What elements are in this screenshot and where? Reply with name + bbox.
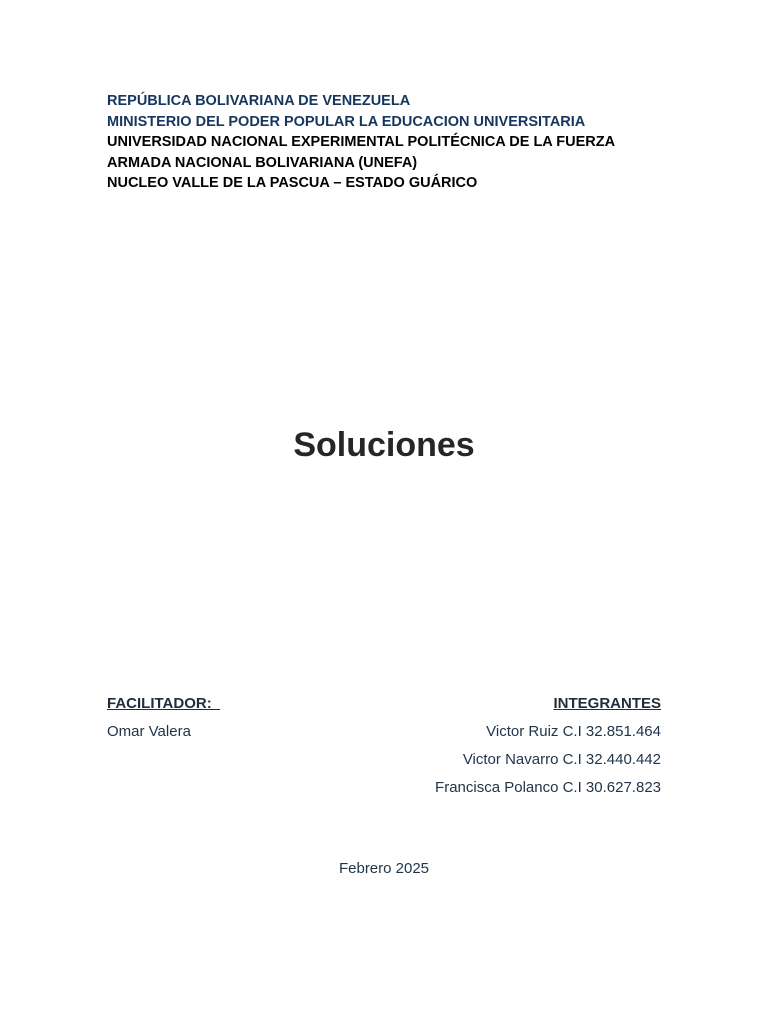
header-line-ministry: MINISTERIO DEL PODER POPULAR LA EDUCACION UNIVERSITARIA (107, 113, 586, 130)
header-line-campus: NUCLEO VALLE DE LA PASCUA – ESTADO GUÁRICO (107, 175, 478, 191)
facilitator-label: FACILITADOR: (107, 695, 221, 712)
document-title: Soluciones (293, 426, 475, 464)
header-line-armed-forces: ARMADA NACIONAL BOLIVARIANA (UNEFA) (107, 154, 418, 171)
member-item: Francisca Polanco C.I 30.627.823 (435, 779, 661, 796)
integrantes-section (361, 694, 661, 798)
institution-header (107, 91, 667, 194)
header-line-university: UNIVERSIDAD NACIONAL EXPERIMENTAL POLITÉCNICA DE LA FUERZA (107, 134, 616, 150)
document-date: Febrero 2025 (338, 860, 430, 877)
facilitator-name: Omar Valera (107, 723, 191, 740)
member-item: Victor Navarro C.I 32.440.442 (462, 751, 661, 768)
integrantes-label: INTEGRANTES (553, 695, 661, 712)
header-line-republic: REPÚBLICA BOLIVARIANA DE VENEZUELA (107, 93, 411, 109)
facilitator-section (107, 694, 367, 742)
member-item: Victor Ruiz C.I 32.851.464 (486, 723, 661, 740)
